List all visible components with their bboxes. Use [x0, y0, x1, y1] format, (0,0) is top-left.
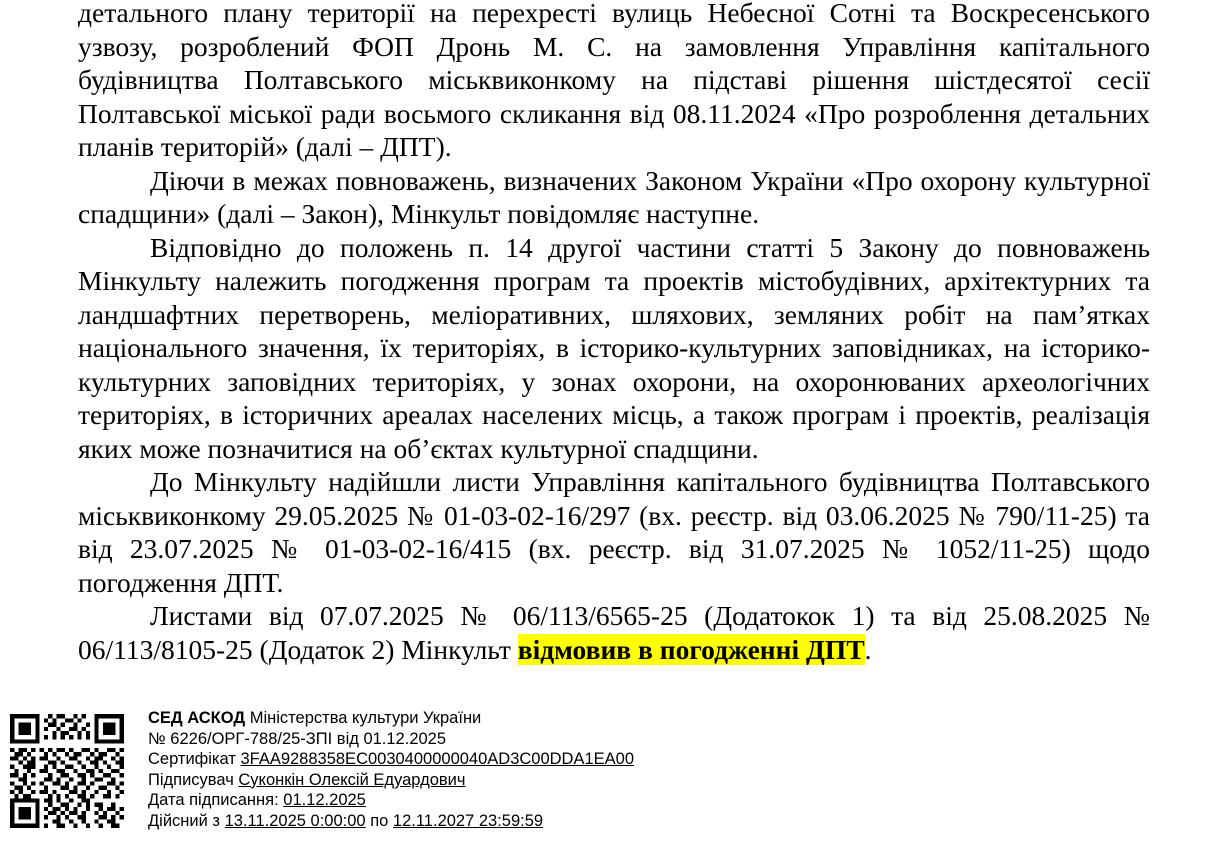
paragraph-5 — [78, 599, 1150, 666]
sign-date-line — [148, 790, 634, 811]
signer-label: Підписувач — [148, 770, 234, 789]
electronic-signature-block — [0, 702, 1228, 857]
sign-date-value: 01.12.2025 — [283, 791, 366, 809]
signer-line — [148, 770, 634, 791]
certificate-label: Сертифікат — [148, 750, 236, 768]
paragraph-4: До Мінкульту надійшли листи Управління капітального будівництва Полтавського міськвиконкому 29.05.2025 № 01-03-02-16/297 (вх. реєстр. від 03.06.2025 № 790/11-25) та від 23.07.2025 № 01-03-02-16/415 (вх. реєстр. від 31.07.2025 № 1052/11-25) щодо погодження ДПТ. — [78, 466, 1150, 598]
paragraph-3: Відповідно до положень п. 14 другої частини статті 5 Закону до повноважень Мінкульту належить погодження програм та проектів містобудівних, архітектурних та ландшафтних перетворень, меліоративних, шляхових, земляних робіт на пам’ятках національного значення, їх територіях, в історико-культурних заповідниках, на історико-культурних заповідних територіях, у зонах охорони, на охоронюваних археологічних територіях, в історичних ареалах населених місць, а також програм і проектів, реалізація яких може позначитися на об’єктах культурної спадщини. — [78, 231, 1150, 464]
validity-to: 12.11.2027 23:59:59 — [392, 811, 544, 830]
organization-label: Міністерства культури України — [249, 709, 482, 727]
signature-system-line — [148, 708, 634, 729]
system-label: СЕД АСКОД — [148, 709, 246, 727]
signature-details — [148, 708, 634, 831]
certificate-line — [148, 749, 634, 770]
certificate-value: 3FAA9288358EC0030400000040AD3C00DDA1EA00 — [240, 750, 635, 768]
paragraph-5-before: Листами від 07.07.2025 № 06/113/6565-25 (Додатокок 1) та від 25.08.2025 № 06/113/8105-25 (Додаток 2) Мінкульт — [78, 600, 1150, 665]
qr-code-icon — [6, 710, 128, 832]
validity-mid: по — [370, 811, 389, 830]
refusal-highlight: відмовив в погодженні ДПТ — [517, 633, 865, 665]
paragraph-2: Діючи в межах повноважень, визначених Законом України «Про охорону культурної спадщини» (далі – Закон), Мінкульт повідомляє наступне. — [78, 164, 1150, 229]
signer-value: Суконкін Олексій Едуардович — [238, 770, 466, 789]
paragraph-1: детального плану території на перехресті вулиць Небесної Сотні та Воскресенського узвозу, розроблений ФОП Дронь М. С. на замовлення Управління капітального будівництва Полтавського міськвиконкому на підставі рішення шістдесятої сесії Полтавської міської ради восьмого скликання від 08.11.2024 «Про розроблення детальних планів територій» (далі – ДПТ). — [78, 0, 1150, 162]
document-body — [78, 0, 1150, 666]
validity-line — [148, 811, 634, 832]
sign-date-label: Дата підписання: — [148, 791, 279, 809]
registration-line: № 6226/ОРГ-788/25-ЗПІ від 01.12.2025 — [148, 729, 447, 748]
validity-label: Дійсний з — [148, 811, 221, 830]
paragraph-5-after: . — [864, 633, 872, 665]
validity-from: 13.11.2025 0:00:00 — [224, 811, 366, 830]
